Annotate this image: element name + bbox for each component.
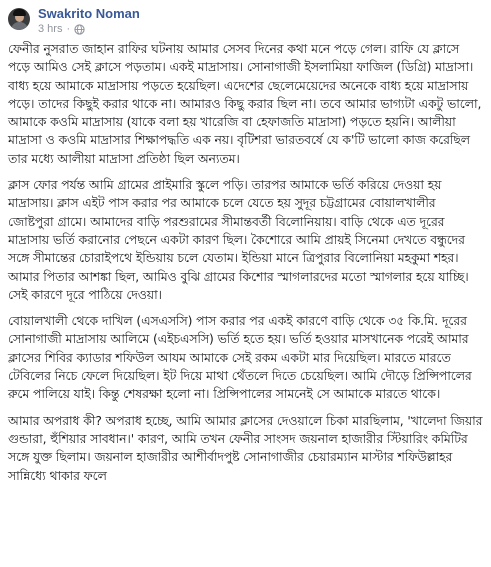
separator-dot: · — [66, 23, 71, 35]
post-paragraph: আমার অপরাধ কী? অপরাধ হচ্ছে, আমি আমার ক্লাসের দেওয়ালে চিকা মারছিলাম, 'খালেদা জিয়ার গুন্ডারা, হুঁশিয়ার সাবধান।' কারণ, আমি তখন ফেনীর সাংসদ জয়নাল হাজারীর স্টিয়ারিং কমিটির সঙ্গে যুক্ত ছিলাম। জয়নাল হাজারীর আশীর্বাদপুষ্ট সোনাগাজীর চেয়ারম্যান মাস্টার শফিউল্লাহর সান্নিধ্যে থাকার ফলে — [8, 412, 483, 483]
globe-icon[interactable] — [74, 24, 85, 35]
post-timestamp[interactable]: 3 hrs — [38, 23, 63, 35]
avatar[interactable] — [8, 8, 30, 30]
post-subline — [38, 23, 140, 36]
post-body — [8, 40, 484, 493]
post-paragraph: ফেনীর নুসরাত জাহান রাফির ঘটনায় আমার সেসব দিনের কথা মনে পড়ে গেল। রাফি যে ক্লাসে পড়ে আমিও সেই ক্লাসে পড়তাম। একই মাদ্রাসায়। সোনাগাজী ইসলামিয়া ফাজিল (ডিগ্রি) মাদ্রাসা। বাধ্য হয়ে আমাকে মাদ্রাসায় পড়তে হয়েছিল। এদেশের ছেলেমেয়েদের অনেকে বাধ্য হয়ে মাদ্রাসায় পড়ে। তাদের কিছুই করার থাকে না। আমারও কিছু করার ছিল না। তবে আমার ভাগ্যটা একটু ভালো, আমাকে কওমি মাদ্রাসায় (যাকে বলা হয় খারেজি বা হেফাজতি মাদ্রাসা) পড়তে হয়নি। আলীয়া মাদ্রাসা ও কওমি মাদ্রাসার শিক্ষাপদ্ধতি এক নয়। বৃটিশরা ভারতবর্ষে যে ক'টি ভালো কাজ করেছিল তার মধ্যে আলীয়া মাদ্রাসা প্রতিষ্ঠা ছিল অন্যতম। — [8, 41, 482, 166]
post-paragraph: বোয়ালখালী থেকে দাখিল (এসএসসি) পাস করার পর একই কারণে বাড়ি থেকে ৩৫ কি.মি. দূরের সোনাগাজী মাদ্রাসায় আলিমে (এইচএসসি) ভর্তি হতে হয়। ভর্তি হওয়ার মাসখানেক পরেই আমার ক্লাসের শিবির ক্যাডার শফিউল আযম আমাকে সেই রকম একটা মার দিয়েছিল। মারতে মারতে টেবিলের নিচে ফেলে দিয়েছিল। ইট দিয়ে মাথা থেঁতলে দিতে চেয়েছিল। আমি দৌড়ে প্রিন্সিপালের রুমে পালিয়ে যাই। কিন্তু শেষরক্ষা হলো না। প্রিন্সিপালের সামনেই সে আমাকে মারতে থাকে। — [8, 313, 472, 402]
post-paragraph: ক্লাস ফোর পর্যন্ত আমি গ্রামের প্রাইমারি স্কুলে পড়ি। তারপর আমাকে ভর্তি করিয়ে দেওয়া হয় মাদ্রাসায়। ক্লাস এইট পাস করার পর আমাকে চলে যেতে হয় সুদূর চট্টগ্রামের বোয়ালখালীর জোষ্টপুরা গ্রামে। আমাদের বাড়ি পরশুরামের সীমান্তবর্তী বিলোনিয়ায়। বাড়ি থেকে এত দূরের মাদ্রাসায় ভর্তি করানোর পেছনে একটা কারণ ছিল। কৈশোরে আমি প্রায়ই সিনেমা দেখতে বন্ধুদের সঙ্গে সীমান্তের চোরাইপথে ইন্ডিয়ায় চলে যেতাম। ইন্ডিয়া মানে ত্রিপুরার বিলোনিয়া মহকুমা শহর। আমার পিতার আশঙ্কা ছিল, আমিও বুঝি গ্রামের কিশোর স্মাগলারদের মতো স্মাগলার হয়ে যাচ্ছি। সেই কারণে দূরে পাঠিয়ে দেওয়া। — [8, 177, 469, 302]
author-name-link[interactable]: Swakrito Noman — [38, 6, 140, 21]
post-meta — [38, 6, 140, 36]
